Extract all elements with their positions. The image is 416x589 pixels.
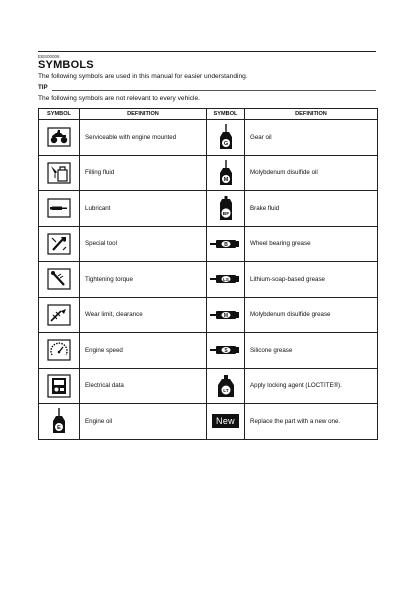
definition-cell: Lithium-soap-based grease	[245, 262, 378, 298]
table-row	[39, 404, 378, 440]
table-row	[39, 262, 378, 298]
oil-can-letter: BF	[222, 212, 229, 218]
symbol-cell	[207, 155, 245, 191]
tip-rule	[52, 90, 376, 91]
symbol-cell	[207, 368, 245, 404]
symbol-cell	[207, 404, 245, 440]
table-row	[39, 368, 378, 404]
grease-gun-icon	[47, 198, 71, 218]
oil-can-letter: E	[57, 425, 61, 432]
page-title: SYMBOLS	[38, 59, 94, 71]
symbol-cell	[39, 404, 80, 440]
grease-ls-icon	[209, 273, 243, 285]
oil-can-bf-icon	[218, 194, 234, 222]
definition-cell: Lubricant	[80, 191, 207, 227]
caliper-icon	[47, 304, 71, 326]
definition-cell: Gear oil	[245, 120, 378, 156]
table-row	[39, 120, 378, 156]
grease-s-icon	[209, 344, 243, 356]
new-part-icon: New	[212, 414, 239, 428]
header-definition-right: DEFINITION	[245, 109, 378, 120]
atv-icon	[47, 127, 71, 147]
top-rule	[38, 51, 376, 52]
table-row	[39, 191, 378, 227]
definition-cell: Engine oil	[80, 404, 207, 440]
grease-letter: S	[223, 348, 228, 355]
symbol-cell	[39, 297, 80, 333]
definition-cell: Electrical data	[80, 368, 207, 404]
grease-letter: M	[223, 312, 228, 319]
symbol-cell	[39, 120, 80, 156]
locking-agent-icon	[216, 373, 236, 399]
definition-cell: Wear limit, clearance	[80, 297, 207, 333]
intro-text: The following symbols are used in this manual for easier understanding.	[38, 73, 248, 80]
symbol-cell	[207, 262, 245, 298]
symbol-cell	[207, 226, 245, 262]
symbol-cell	[207, 120, 245, 156]
table-row	[39, 155, 378, 191]
definition-cell: Engine speed	[80, 333, 207, 369]
symbol-cell	[39, 155, 80, 191]
definition-cell: Filling fluid	[80, 155, 207, 191]
loctite-letter: LT	[222, 388, 229, 394]
oil-can-e-icon	[51, 407, 67, 435]
symbol-cell	[39, 368, 80, 404]
table-row	[39, 333, 378, 369]
oil-can-letter: G	[223, 141, 228, 148]
symbol-cell	[39, 262, 80, 298]
symbol-cell	[207, 297, 245, 333]
header-symbol-right: SYMBOL	[207, 109, 245, 120]
grease-letter: LS	[222, 277, 229, 283]
symbols-table	[38, 108, 378, 440]
symbol-cell	[39, 333, 80, 369]
symbol-cell	[207, 333, 245, 369]
symbol-cell	[39, 191, 80, 227]
symbol-cell	[207, 191, 245, 227]
section-code: EBS00006	[38, 54, 60, 59]
definition-cell: Molybdenum disulfide grease	[245, 297, 378, 333]
table-row	[39, 297, 378, 333]
oil-can-g-icon	[218, 123, 234, 151]
definition-cell: Special tool	[80, 226, 207, 262]
grease-b-icon	[209, 238, 243, 250]
definition-cell: Apply locking agent (LOCTITE®).	[245, 368, 378, 404]
symbol-cell	[39, 226, 80, 262]
table-header-row	[39, 109, 378, 120]
definition-cell: Wheel bearing grease	[245, 226, 378, 262]
definition-cell: Molybdenum disulfide oil	[245, 155, 378, 191]
filling-fluid-icon	[47, 162, 71, 184]
definition-cell: Serviceable with engine mounted	[80, 120, 207, 156]
header-symbol-left: SYMBOL	[39, 109, 80, 120]
grease-letter: B	[223, 241, 228, 248]
definition-cell: Silicone grease	[245, 333, 378, 369]
multimeter-icon	[47, 374, 71, 398]
torque-wrench-icon	[47, 268, 71, 290]
tip-note: The following symbols are not relevant to every vehicle.	[38, 95, 200, 102]
definition-cell: Brake fluid	[245, 191, 378, 227]
oil-can-letter: M	[223, 176, 228, 183]
definition-cell: Replace the part with a new one.	[245, 404, 378, 440]
definition-cell: Tightening torque	[80, 262, 207, 298]
grease-m-icon	[209, 309, 243, 321]
special-tool-icon	[47, 233, 71, 255]
header-definition-left: DEFINITION	[80, 109, 207, 120]
table-row	[39, 226, 378, 262]
oil-can-m-icon	[218, 159, 234, 187]
tip-label: TIP	[38, 84, 48, 91]
tachometer-icon	[47, 339, 71, 361]
